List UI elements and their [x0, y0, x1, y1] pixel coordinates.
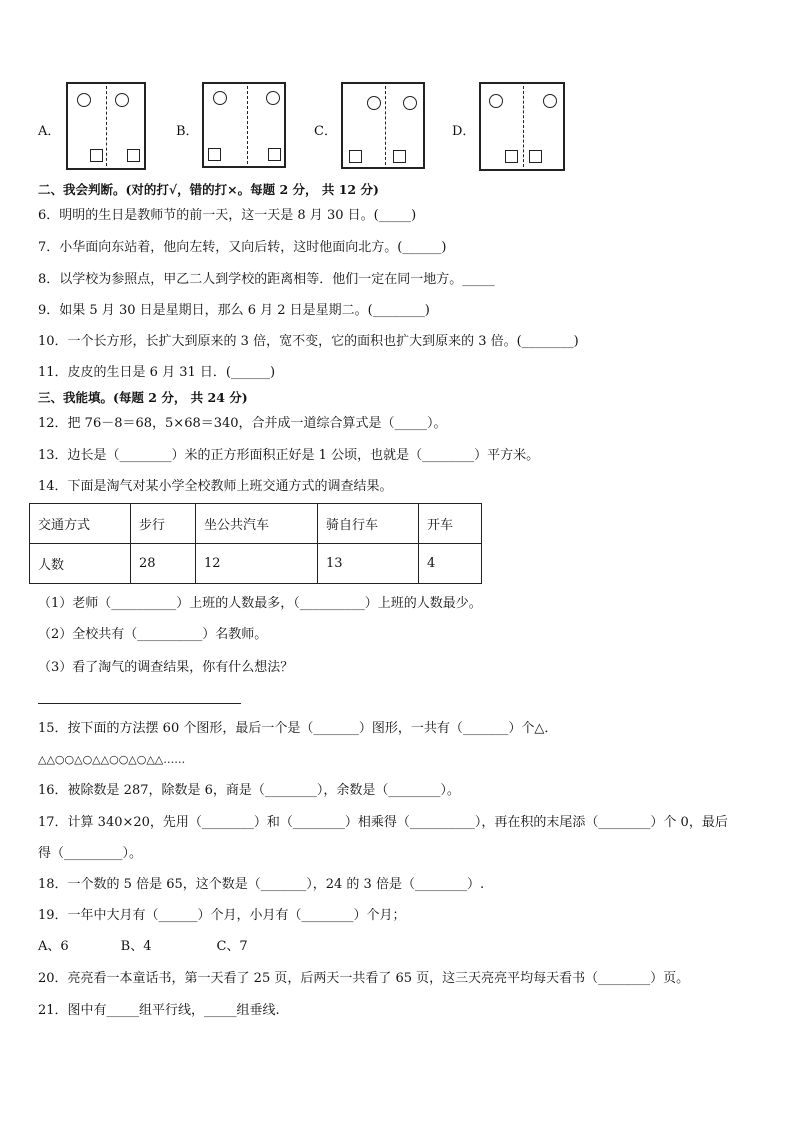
section-3-heading: 三、我能填。(每题 2 分， 共 24 分) — [38, 390, 248, 405]
table-cell: 交通方式 — [30, 504, 131, 544]
option-d-figure — [479, 82, 565, 171]
square-shape — [90, 149, 103, 162]
circle-shape — [115, 93, 129, 107]
question-13: 13．边长是（________）米的正方形面积正好是 1 公顷，也就是（________）平方米。 — [38, 448, 540, 463]
table-cell: 坐公共汽车 — [196, 504, 318, 544]
square-shape — [268, 148, 281, 161]
question-6: 6．明明的生日是教师节的前一天，这一天是 8 月 30 日。(_____) — [38, 208, 417, 223]
question-14-2: （2）全校共有（__________）名教师。 — [38, 627, 268, 642]
table-cell: 4 — [419, 544, 482, 584]
table-header-row — [30, 504, 482, 544]
figure-options-row — [0, 82, 794, 177]
table-cell: 步行 — [131, 504, 196, 544]
circle-shape — [543, 94, 557, 108]
question-17: 17．计算 340×20，先用（________）和（________）相乘得（__________），再在积的末尾添（________）个 0，最后 — [38, 815, 728, 830]
circle-shape — [213, 91, 227, 105]
question-19-choices: A、6 B、4 C、7 — [38, 939, 248, 954]
circle-shape — [403, 96, 417, 110]
question-17-continued: 得（_________）。 — [38, 846, 143, 861]
square-shape — [127, 149, 140, 162]
answer-line — [38, 703, 241, 704]
fold-line — [106, 86, 107, 166]
question-11: 11．皮皮的生日是 6 月 31 日．(______) — [38, 365, 276, 380]
table-cell: 13 — [318, 544, 419, 584]
table-cell: 12 — [196, 544, 318, 584]
option-b-figure — [202, 82, 286, 168]
option-d-label: D． — [452, 124, 476, 139]
question-8: 8．以学校为参照点，甲乙二人到学校的距离相等．他们一定在同一地方。_____ — [38, 272, 495, 287]
table-cell: 人数 — [30, 544, 131, 584]
question-20: 20．亮亮看一本童话书，第一天看了 25 页，后两天一共看了 65 页，这三天亮亮平均每天看书（________）页。 — [38, 971, 690, 986]
question-9: 9．如果 5 月 30 日是星期日，那么 6 月 2 日是星期二。(________) — [38, 303, 430, 318]
square-shape — [208, 148, 221, 161]
square-shape — [505, 150, 518, 163]
circle-shape — [367, 96, 381, 110]
section-2-heading: 二、我会判断。(对的打√，错的打×。每题 2 分， 共 12 分) — [38, 182, 379, 197]
survey-table — [29, 503, 482, 584]
question-16: 16．被除数是 287，除数是 6，商是（________），余数是（________）。 — [38, 783, 460, 798]
circle-shape — [266, 91, 280, 105]
table-row — [30, 544, 482, 584]
fold-line — [523, 86, 524, 167]
square-shape — [393, 150, 406, 163]
question-18: 18．一个数的 5 倍是 65，这个数是（_______），24 的 3 倍是（________）. — [38, 877, 485, 892]
square-shape — [529, 150, 542, 163]
option-c-figure — [341, 82, 425, 169]
option-c-label: C． — [314, 124, 337, 139]
circle-shape — [489, 94, 503, 108]
question-14-3: （3）看了淘气的调查结果，你有什么想法？ — [38, 660, 294, 675]
question-19: 19．一年中大月有（______）个月，小月有（________）个月； — [38, 908, 406, 923]
question-14-1: （1）老师（__________）上班的人数最多，（__________）上班的人数最少。 — [38, 596, 482, 611]
question-14: 14．下面是淘气对某小学全校教师上班交通方式的调查结果。 — [38, 479, 393, 494]
question-21: 21．图中有_____组平行线，_____组垂线. — [38, 1003, 280, 1018]
question-7: 7．小华面向东站着，他向左转，又向后转，这时他面向北方。(______) — [38, 240, 447, 255]
circle-shape — [77, 93, 91, 107]
question-12: 12．把 76－8＝68，5×68＝340，合并成一道综合算式是（_____）。 — [38, 416, 447, 431]
fold-line — [247, 86, 248, 164]
question-10: 10．一个长方形，长扩大到原来的 3 倍，宽不变，它的面积也扩大到原来的 3 倍。(________) — [38, 334, 579, 349]
option-b-label: B． — [176, 124, 199, 139]
square-shape — [349, 150, 362, 163]
option-a-label: A． — [38, 124, 61, 139]
table-cell: 开车 — [419, 504, 482, 544]
question-15: 15．按下面的方法摆 60 个图形，最后一个是（_______）图形，一共有（_______）个△． — [38, 721, 558, 736]
table-cell: 骑自行车 — [318, 504, 419, 544]
option-a-figure — [66, 82, 146, 170]
table-cell: 28 — [131, 544, 196, 584]
shape-pattern: △△○○△○△△○○△○△△…… — [38, 753, 186, 766]
fold-line — [385, 86, 386, 165]
